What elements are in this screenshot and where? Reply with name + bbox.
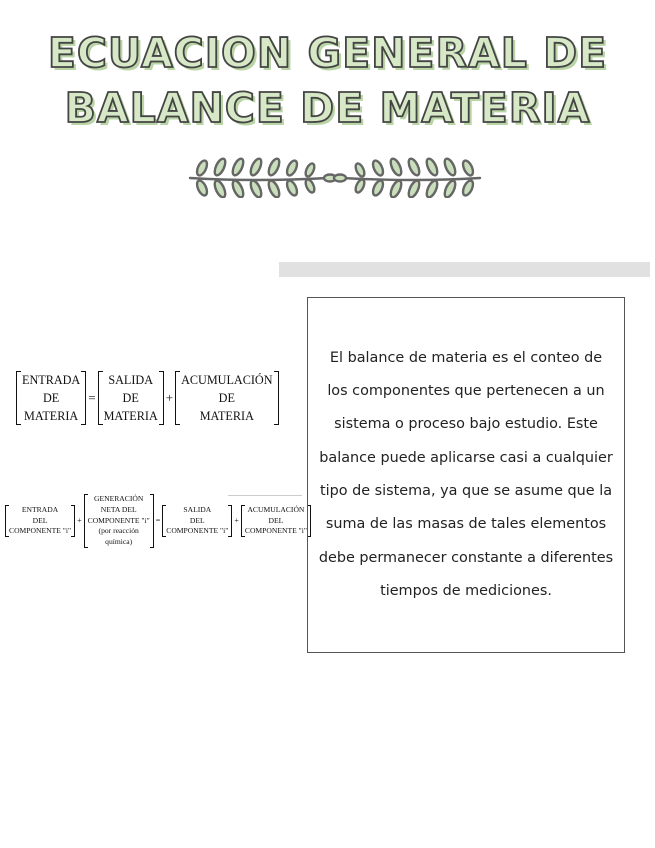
grey-divider-bar xyxy=(279,262,650,277)
generacion-bracket xyxy=(84,494,154,548)
eq2-acumulacion-line3: COMPONENTE "i" xyxy=(244,526,307,536)
eq2-entrada-line1: ENTRADA xyxy=(21,504,59,514)
entrada-componente-bracket xyxy=(5,505,75,537)
eq1-operator-plus: + xyxy=(165,390,174,405)
eq2-salida-line2: DEL xyxy=(189,515,205,525)
eq1-salida-line2: DE xyxy=(122,391,139,405)
eq2-entrada-line2: DEL xyxy=(32,515,48,525)
eq2-generacion-line1: GENERACIÓN xyxy=(94,494,144,503)
eq2-entrada-line3: COMPONENTE "i" xyxy=(9,526,72,536)
eq2-generacion-line5: química) xyxy=(105,537,133,547)
eq2-salida-line1: SALIDA xyxy=(183,504,212,514)
salida-bracket xyxy=(98,371,164,425)
eq2-acumulacion-line2: DEL xyxy=(268,515,284,525)
laurel-branch-right xyxy=(334,157,480,198)
eq1-entrada-line1: ENTRADA xyxy=(22,373,81,387)
eq2-generacion-line2: NETA DEL xyxy=(100,504,137,514)
eq1-acumulacion-line3: MATERIA xyxy=(199,409,254,423)
laurel-branch-icon xyxy=(180,148,490,198)
eq1-entrada-line2: DE xyxy=(42,391,60,405)
eq2-operator-plus-2: + xyxy=(234,515,239,525)
description-box xyxy=(307,297,625,653)
eq1-acumulacion-line2: DE xyxy=(218,391,235,405)
eq1-operator-equals: = xyxy=(88,390,96,405)
entrada-bracket xyxy=(16,371,86,425)
laurel-branch-left xyxy=(190,157,336,198)
eq1-salida-line1: SALIDA xyxy=(108,373,153,387)
eq2-salida-line3: COMPONENTE "i" xyxy=(166,526,229,536)
title-line-1: ECUACION GENERAL DE xyxy=(47,29,608,77)
eq2-generacion-line4: (por reacción xyxy=(98,526,139,536)
acumulacion-componente-bracket xyxy=(241,505,311,537)
eq1-acumulacion-line1: ACUMULACIÓN xyxy=(181,373,273,387)
general-balance-equation xyxy=(16,371,279,425)
eq2-operator-equals: = xyxy=(155,515,161,525)
description-text: El balance de materia es el conteo de los componentes que pertenecen a un sistema o proceso bajo estudio. Este balance puede aplicarse casi a cualquier tipo de sistema, ya que se asume que la suma de las masas de tales elementos debe permanecer constante a diferentes tiempos de mediciones. xyxy=(318,349,614,599)
component-balance-equation xyxy=(5,494,311,548)
eq2-generacion-line3: COMPONENTE "i" xyxy=(87,515,150,525)
title-line-2: BALANCE DE MATERIA xyxy=(64,84,591,132)
eq2-acumulacion-line1: ACUMULACIÓN xyxy=(247,504,305,514)
salida-componente-bracket xyxy=(162,505,232,537)
acumulacion-bracket xyxy=(175,371,278,425)
eq2-operator-plus-1: + xyxy=(77,515,82,525)
eq1-salida-line3: MATERIA xyxy=(103,409,158,423)
eq1-entrada-line3: MATERIA xyxy=(24,409,79,423)
